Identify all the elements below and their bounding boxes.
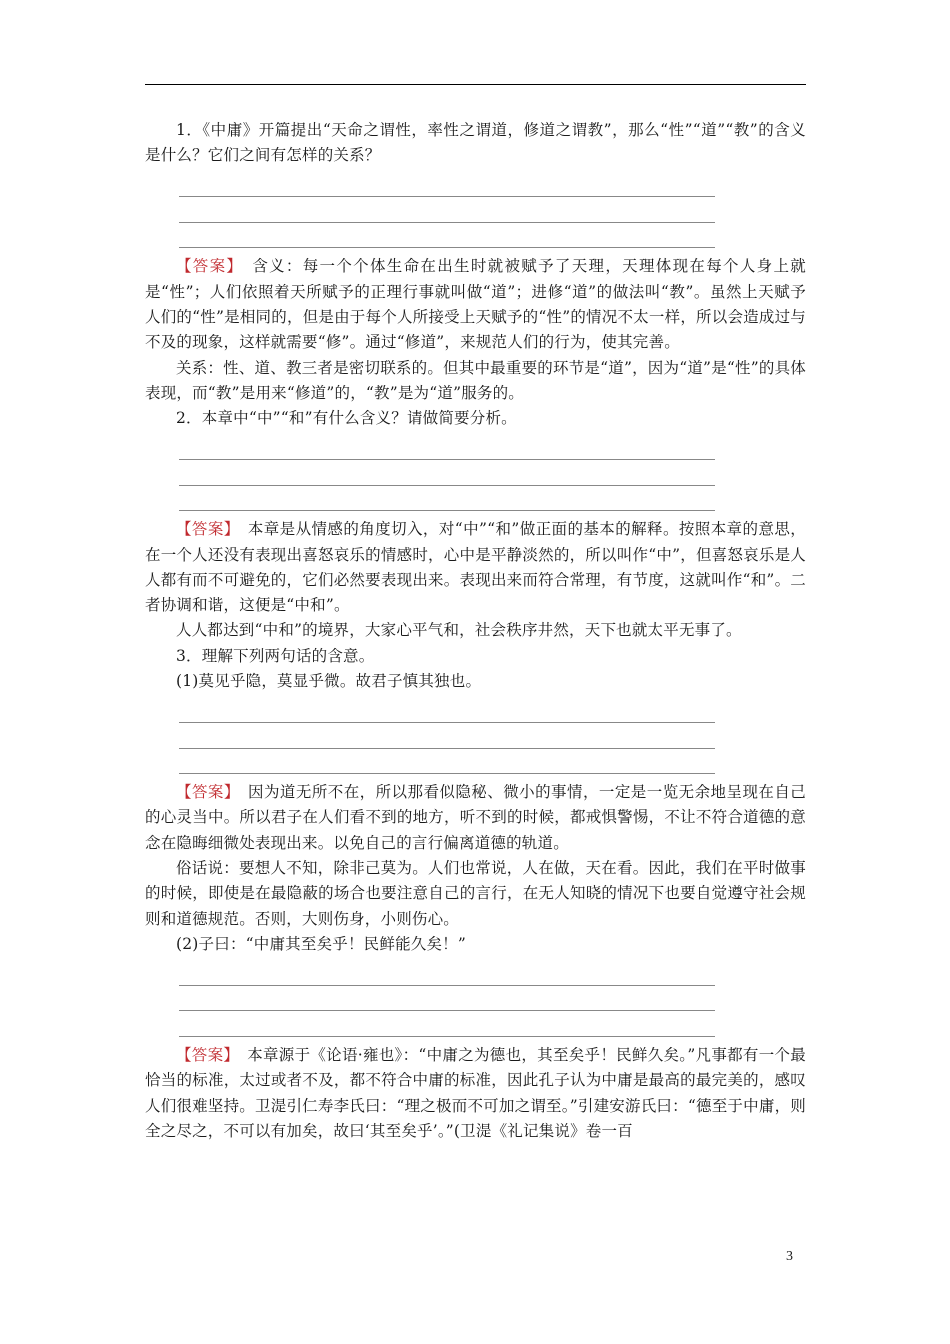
- blank-line[interactable]: [179, 434, 715, 460]
- header-rule: [145, 84, 806, 85]
- answer-blank-lines: [179, 697, 715, 774]
- blank-line[interactable]: [179, 460, 715, 486]
- answer-blank-lines: [179, 172, 715, 249]
- answer-label: 【答案】: [176, 1045, 232, 1064]
- blank-line[interactable]: [179, 986, 715, 1012]
- blank-line[interactable]: [179, 1011, 715, 1037]
- answer-blank-lines: [179, 434, 715, 511]
- question-1-answer-cont: 关系：性、道、教三者是密切联系的。但其中最重要的环节是“道”，因为“道”是“性”的具体表现，而“教”是用来“修道”的，“教”是为“道”服务的。: [145, 358, 806, 402]
- blank-line[interactable]: [179, 723, 715, 749]
- question-2-prompt: 2．本章中“中”“和”有什么含义？请做简要分析。: [176, 409, 517, 428]
- question-1-answer: [145, 254, 806, 355]
- page-number: 3: [786, 1249, 793, 1264]
- answer-text: 本章是从情感的角度切入，对“中”“和”做正面的基本的解释。按照本章的意思，在一个人还没有表现出喜怒哀乐的情感时，心中是平静淡然的，所以叫作“中”，但喜怒哀乐是人人都有而不可避免的，它们必然要表现出来。表现出来而符合常理，有节度，这就叫作“和”。二者协调和谐，这便是“中和”。: [145, 520, 806, 615]
- question-2-answer: [145, 517, 806, 618]
- question-3-1-answer: [145, 780, 806, 856]
- answer-label: 【答案】: [176, 783, 233, 802]
- blank-line[interactable]: [179, 197, 715, 223]
- question-3-2-answer: [145, 1043, 806, 1144]
- question-3-1-prompt: (1)莫见乎隐，莫显乎微。故君子慎其独也。: [176, 672, 482, 691]
- blank-line[interactable]: [179, 223, 715, 249]
- answer-text: 因为道无所不在，所以那看似隐秘、微小的事情，一定是一览无余地呈现在自己的心灵当中。所以君子在人们看不到的地方，听不到的时候，都戒惧警惕，不让不符合道德的意念在隐晦细微处表现出来。以免自己的言行偏离道德的轨道。: [145, 783, 806, 852]
- question-3-prompt: 3．理解下列两句话的含意。: [176, 646, 375, 665]
- question-3-1-answer-cont: 俗话说：要想人不知，除非己莫为。人们也常说，人在做，天在看。因此，我们在平时做事的时候，即使是在最隐蔽的场合也要注意自己的言行，在无人知晓的情况下也要自觉遵守社会规则和道德规范。否则，大则伤身，小则伤心。: [145, 858, 806, 928]
- question-3-2-prompt: (2)子曰：“中庸其至矣乎！民鲜能久矣！”: [176, 934, 467, 953]
- question-1-prompt: 1．《中庸》开篇提出“天命之谓性，率性之谓道，修道之谓教”，那么“性”“道”“教”的含义是什么？它们之间有怎样的关系？: [145, 121, 806, 165]
- answer-text: 本章源于《论语·雍也》：“中庸之为德也，其至矣乎！民鲜久矣。”凡事都有一个最恰当的标准，太过或者不及，都不符合中庸的标准，因此孔子认为中庸是最高的最完美的，感叹人们很难坚持。卫湜引仁寿李氏曰：“理之极而不可加之谓至。”引建安游氏曰：“德至于中庸，则全之尽之，不可以有加矣，故曰‘其至矣乎’。”(卫湜《礼记集说》卷一百: [145, 1045, 806, 1140]
- blank-line[interactable]: [179, 486, 715, 512]
- blank-line[interactable]: [179, 960, 715, 986]
- blank-line[interactable]: [179, 749, 715, 775]
- answer-label: 【答案】: [176, 257, 236, 276]
- blank-line[interactable]: [179, 697, 715, 723]
- question-2-answer-cont: 人人都达到“中和”的境界，大家心平气和，社会秩序井然，天下也就太平无事了。: [176, 621, 742, 640]
- page-content: [145, 118, 806, 1144]
- answer-blank-lines: [179, 960, 715, 1037]
- answer-text: 含义：每一个个体生命在出生时就被赋予了天理，天理体现在每个人身上就是“性”；人们依照着天所赋予的正理行事就叫做“道”；进修“道”的做法叫“教”。虽然上天赋予人们的“性”是相同的，但是由于每个人所接受上天赋予的“性”的情况不太一样，所以会造成过与不及的现象，这样就需要“修”。通过“修道”，来规范人们的行为，使其完善。: [145, 257, 806, 352]
- answer-label: 【答案】: [176, 520, 232, 539]
- blank-line[interactable]: [179, 172, 715, 198]
